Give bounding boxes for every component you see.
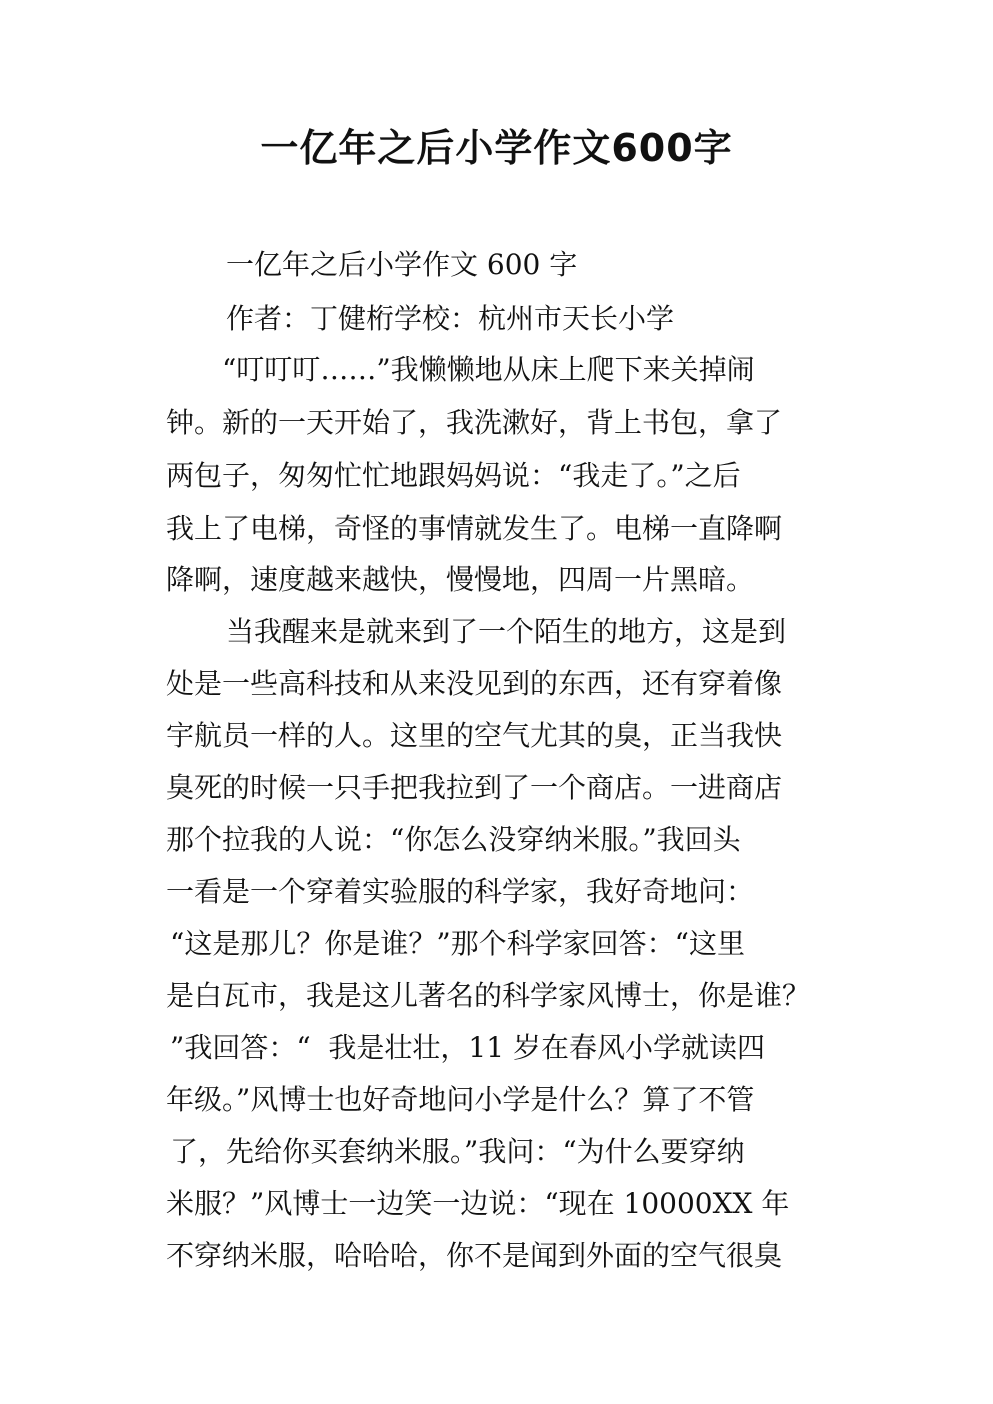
paragraph-line: 米服？”风博士一边笑一边说：“现在 10000XX 年 xyxy=(166,1187,790,1220)
paragraph-line: 当我醒来是就来到了一个陌生的地方，这是到 xyxy=(226,615,787,648)
subtitle-line: 一亿年之后小学作文 600 字 xyxy=(226,248,578,281)
paragraph-line: 臭死的时候一只手把我拉到了一个商店。一进商店 xyxy=(166,771,783,804)
paragraph-line: ”我回答：“ 我是壮壮，11 岁在春风小学就读四 xyxy=(170,1031,765,1064)
paragraph-line: “这是那儿？你是谁？”那个科学家回答：“这里 xyxy=(170,927,745,960)
paragraph-line: 了，先给你买套纳米服。”我问：“为什么要穿纳 xyxy=(170,1135,745,1168)
paragraph-line: 降啊，速度越来越快，慢慢地，四周一片黑暗。 xyxy=(166,563,755,596)
paragraph-line: 是白瓦市，我是这儿著名的科学家风博士，你是谁？ xyxy=(166,979,811,1012)
paragraph-line: 处是一些高科技和从来没见到的东西，还有穿着像 xyxy=(166,667,783,700)
paragraph-line: 年级。”风博士也好奇地问小学是什么？算了不管 xyxy=(166,1083,755,1116)
paragraph-line: 那个拉我的人说：“你怎么没穿纳米服。”我回头 xyxy=(166,823,741,856)
paragraph-line: 钟。新的一天开始了，我洗漱好，背上书包，拿了 xyxy=(166,406,783,439)
paragraph-line: 一看是一个穿着实验服的科学家，我好奇地问： xyxy=(166,875,755,908)
paragraph-line: 两包子，匆匆忙忙地跟妈妈说：“我走了。”之后 xyxy=(166,459,741,492)
paragraph-line: 我上了电梯，奇怪的事情就发生了。电梯一直降啊 xyxy=(166,512,783,545)
document-title: 一亿年之后小学作文600字 xyxy=(260,126,733,170)
paragraph-line: 不穿纳米服，哈哈哈，你不是闻到外面的空气很臭 xyxy=(166,1239,783,1272)
paragraph-line: 宇航员一样的人。这里的空气尤其的臭，正当我快 xyxy=(166,719,783,752)
paragraph-line: “叮叮叮……”我懒懒地从床上爬下来关掉闹 xyxy=(222,353,755,386)
author-line: 作者：丁健桁学校：杭州市天长小学 xyxy=(226,302,675,335)
